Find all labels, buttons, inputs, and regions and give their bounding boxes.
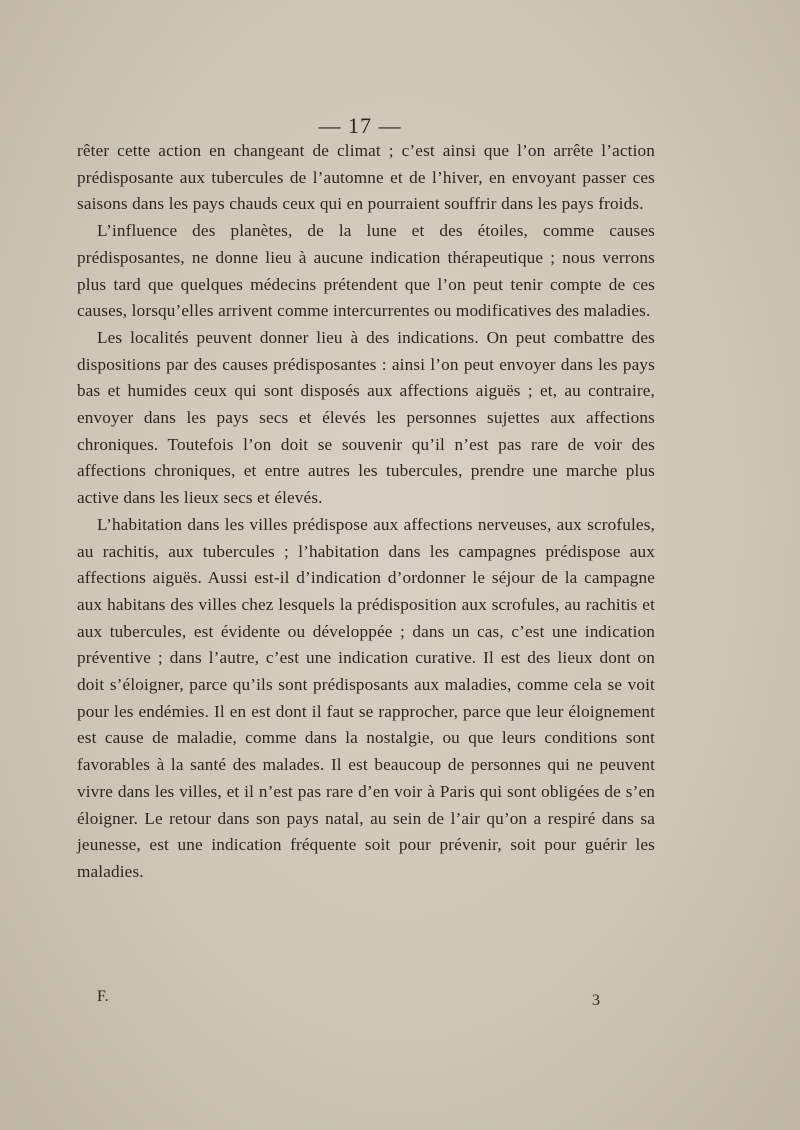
paragraph-localities: Les localités peuvent donner lieu à des indications. On peut combattre des dispositions par des causes prédisposantes : ainsi l’on peut envoyer dans les pays bas et humides ceux qui sont disposés aux affections aiguës ; et, au contraire, envoyer dans les pays secs et élevés les personnes sujettes aux affections chroniques. Toutefois l’on doit se souvenir qu’il n’est pas rare de voir des affections chroniques, et entre autres les tubercules, prendre une marche plus active dans les lieux secs et élevés. — [77, 327, 655, 508]
body-text — [77, 138, 655, 886]
paragraph-habitation: L’habitation dans les villes prédispose aux affections nerveuses, aux scrofules, au rachitis, aux tubercules ; l’habitation dans les campagnes prédispose aux affections aiguës. Aussi est-il d’indication d’ordonner le séjour de la campagne aux habitans des villes chez lesquels la prédisposition aux scrofules, au rachitis et aux tubercules, est évidente ou développée ; dans un cas, c’est une indication préventive ; dans l’autre, c’est une indication curative. Il est des lieux dont on doit s’éloigner, parce qu’ils sont prédisposants aux maladies, comme cela se voit pour les endémies. Il en est dont il faut se rapprocher, parce que leur éloignement est cause de maladie, comme dans la nostalgie, ou que leurs conditions sont favorables à la santé des malades. Il est beaucoup de personnes qui ne peuvent vivre dans les villes, et il n’est pas rare d’en voir à Paris qui sont obligées de s’en éloigner. Le retour dans son pays natal, au sein de l’air qu’on a respiré dans sa jeunesse, est une indication fréquente soit pour prévenir, soit pour guérir les maladies. — [77, 514, 655, 881]
signature-mark: F. — [97, 988, 109, 1005]
paragraph-continuation: rêter cette action en changeant de climat ; c’est ainsi que l’on arrête l’action prédisposante aux tubercules de l’automne et de l’hiver, en envoyant passer ces saisons dans les pays chauds ceux qui en pourraient souffrir dans les pays froids. — [77, 141, 655, 214]
sheet-number: 3 — [592, 992, 600, 1009]
paragraph-planetary-influence: L’influence des planètes, de la lune et des étoiles, comme causes prédisposantes, ne donne lieu à aucune indication thérapeutique ; nous verrons plus tard que quelques médecins prétendent que l’on peut tenir compte de ces causes, lorsqu’elles arrivent comme intercurrentes ou modificatives des maladies. — [77, 221, 655, 321]
page-number: — 17 — — [318, 113, 402, 138]
